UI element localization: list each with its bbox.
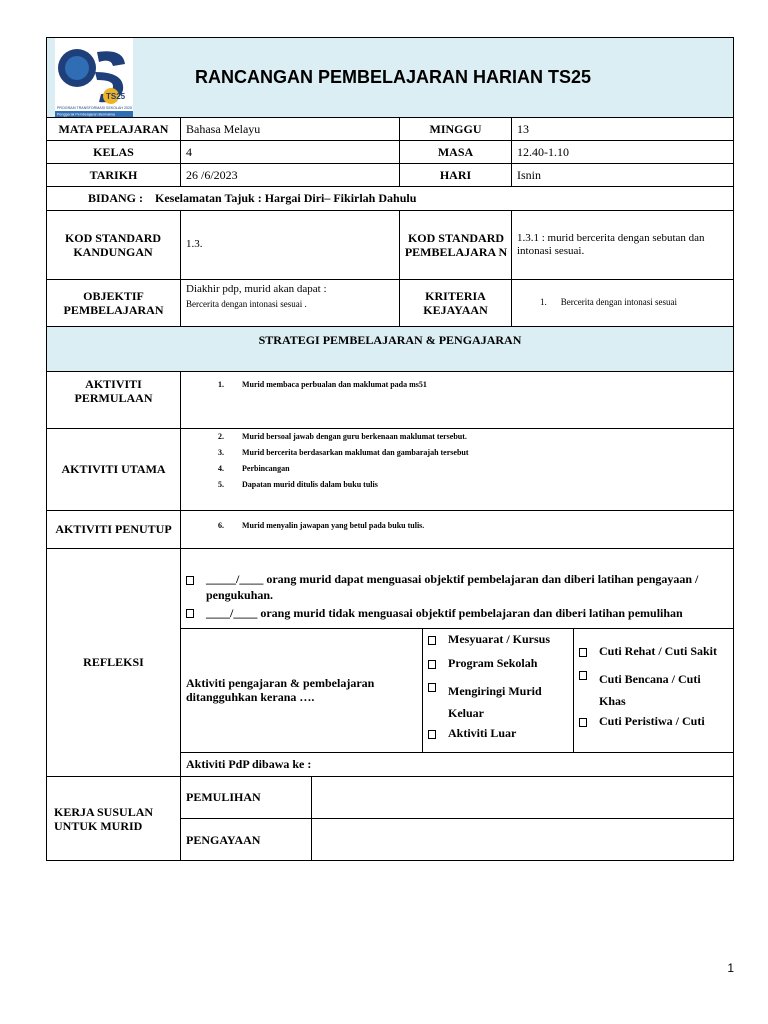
option-cuti-rehat[interactable]: Cuti Rehat / Cuti Sakit: [579, 644, 731, 668]
objektif-value: [186, 283, 396, 323]
list-item: 1. Murid membaca perbualan dan maklumat pada ms51: [218, 380, 427, 389]
refleksi-label: REFLEKSI: [83, 655, 144, 669]
list-item: 3. Murid bercerita berdasarkan maklumat dan gambarajah tersebut: [218, 448, 469, 457]
checkbox[interactable]: [579, 718, 587, 727]
page-number: 1: [727, 961, 734, 975]
list-item: 4. Perbincangan: [218, 464, 290, 473]
refleksi-line-1: _____/____ orang murid dapat menguasai objektif pembelajaran dan diberi latihan pengayaan / pengukuhan.: [186, 571, 731, 603]
minggu-label: MINGGU: [429, 121, 482, 136]
masa-label: MASA: [437, 144, 474, 159]
kriteria-text: Bercerita dengan intonasi sesuai: [560, 297, 677, 307]
logo-caption-1: PROGRAM TRANSFORMASI SEKOLAH 2025: [57, 106, 133, 110]
permulaan-list: [218, 377, 718, 393]
option-cuti-peristiwa[interactable]: Cuti Peristiwa / Cuti: [579, 714, 731, 738]
kod-sk-label: KOD STANDARD KANDUNGAN: [64, 230, 162, 259]
pemulihan-label: PEMULIHAN: [186, 790, 261, 804]
kod-sp-label: KOD STANDARD PEMBELAJARA N: [404, 230, 508, 259]
kriteria-value: [540, 279, 730, 326]
kod-sp-value: 1.3.1 : murid bercerita dengan sebutan dan intonasi sesuai.: [517, 231, 705, 257]
objektif-label: OBJEKTIF PEMBELAJARAN: [63, 288, 164, 317]
utama-list: [218, 429, 718, 493]
kelas-value: 4: [186, 144, 192, 159]
bidang-value: Keselamatan Tajuk : Hargai Diri– Fikirlah Dahulu: [155, 191, 417, 205]
mata-pelajaran-label: MATA PELAJARAN: [58, 121, 169, 136]
option-aktiviti-luar[interactable]: Aktiviti Luar: [428, 726, 573, 750]
permulaan-label: AKTIVITI PERMULAAN: [74, 376, 153, 405]
option-program-sekolah[interactable]: Program Sekolah: [428, 656, 573, 680]
kod-sk-value: 1.3.: [186, 238, 203, 250]
pengayaan-label: PENGAYAAN: [186, 832, 261, 847]
objektif-line-1: Diakhir pdp, murid akan dapat :: [186, 283, 327, 295]
strategi-title: STRATEGI PEMBELAJARAN & PENGAJARAN: [258, 333, 522, 347]
tarikh-label: TARIKH: [89, 167, 138, 182]
bidang-label: BIDANG :: [88, 191, 144, 205]
refleksi-line-2: ____/____ orang murid tidak menguasai objektif pembelajaran dan diberi latihan pemulihan: [186, 605, 731, 621]
minggu-value: 13: [517, 121, 529, 136]
kerja-susulan-label: KERJA SUSULAN UNTUK MURID: [54, 804, 154, 833]
checkbox[interactable]: [186, 609, 194, 618]
logo-text: TS25: [106, 92, 126, 101]
option-mesyuarat[interactable]: Mesyuarat / Kursus: [428, 632, 573, 656]
bidang-row: [88, 186, 728, 210]
dibawa-ke: Aktiviti PdP dibawa ke :: [186, 757, 312, 771]
utama-label: AKTIVITI UTAMA: [61, 462, 166, 476]
list-item: 6. Murid menyalin jawapan yang betul pada buku tulis.: [218, 521, 425, 530]
checkbox[interactable]: [186, 576, 194, 585]
pemulihan-field[interactable]: [312, 777, 732, 817]
tarikh-value: 26 /6/2023: [186, 167, 238, 182]
checkbox[interactable]: [428, 660, 436, 669]
kelas-label: KELAS: [93, 144, 134, 159]
hari-label: HARI: [439, 167, 472, 182]
checkbox[interactable]: [428, 636, 436, 645]
page-title: RANCANGAN PEMBELAJARAN HARIAN TS25: [194, 67, 592, 87]
reason-options-right: [579, 644, 731, 738]
objektif-line-2: Bercerita dengan intonasi sesuai .: [186, 299, 307, 309]
checkbox[interactable]: [428, 683, 436, 692]
checkbox[interactable]: [579, 671, 587, 680]
masa-value: 12.40-1.10: [517, 144, 569, 159]
mata-pelajaran-value: Bahasa Melayu: [186, 121, 261, 136]
pengayaan-field[interactable]: [312, 819, 732, 860]
hari-value: Isnin: [517, 167, 541, 182]
penutup-label: AKTIVITI PENUTUP: [55, 522, 172, 536]
option-cuti-bencana[interactable]: Cuti Bencana / Cuti Khas: [579, 668, 731, 714]
option-mengiringi[interactable]: Mengiringi Murid Keluar: [428, 680, 573, 726]
logo-caption-2: Penggerak Pembelajaran Bermakna: [57, 112, 115, 117]
penutup-list: [218, 518, 718, 534]
checkbox[interactable]: [579, 648, 587, 657]
reason-options-left: [428, 632, 573, 750]
ts25-logo: [55, 38, 133, 117]
checkbox[interactable]: [428, 730, 436, 739]
kriteria-num: 1.: [540, 297, 547, 307]
list-item: 5. Dapatan murid ditulis dalam buku tulis: [218, 480, 378, 489]
list-item: 2. Murid bersoal jawab dengan guru berkenaan maklumat tersebut.: [218, 432, 467, 441]
kriteria-label: KRITERIA KEJAYAAN: [423, 288, 488, 317]
ditangguhkan-text: Aktiviti pengajaran & pembelajaran ditangguhkan kerana ….: [186, 676, 375, 704]
